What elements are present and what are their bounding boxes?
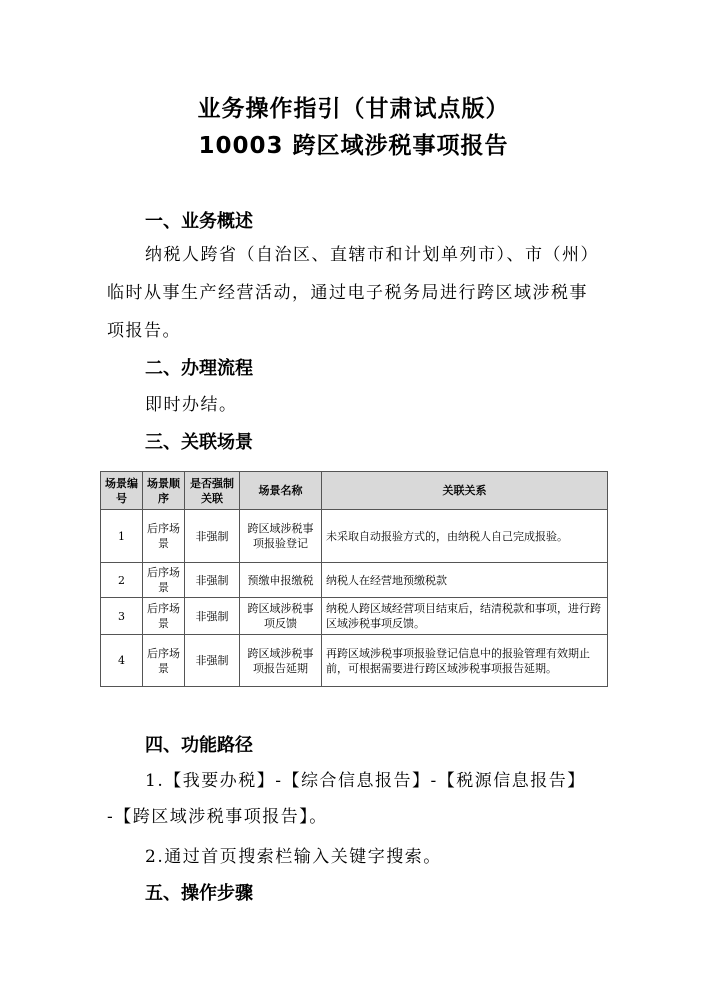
table-row bbox=[101, 563, 608, 598]
header-scene-order: 场景顺序 bbox=[143, 472, 185, 510]
cell-force: 非强制 bbox=[185, 510, 240, 563]
section-heading-path: 四、功能路径 bbox=[145, 735, 253, 756]
cell-name: 预缴申报缴税 bbox=[240, 563, 322, 598]
cell-relation: 未采取自动报验方式的，由纳税人自己完成报验。 bbox=[322, 510, 608, 563]
cell-force: 非强制 bbox=[185, 598, 240, 635]
document-title: 业务操作指引（甘肃试点版） bbox=[197, 96, 510, 122]
process-text: 即时办结。 bbox=[145, 395, 238, 415]
cell-no: 3 bbox=[101, 598, 143, 635]
section-heading-scenes: 三、关联场景 bbox=[145, 432, 253, 453]
cell-relation: 纳税人在经营地预缴税款 bbox=[322, 563, 608, 598]
cell-no: 4 bbox=[101, 635, 143, 687]
cell-order: 后序场景 bbox=[143, 635, 185, 687]
table-row bbox=[101, 510, 608, 563]
header-relation: 关联关系 bbox=[322, 472, 608, 510]
overview-text-line3: 项报告。 bbox=[107, 321, 181, 341]
section-heading-process: 二、办理流程 bbox=[145, 358, 253, 379]
cell-no: 2 bbox=[101, 563, 143, 598]
path-text-line3: 2.通过首页搜索栏输入关键字搜索。 bbox=[145, 847, 442, 867]
cell-relation: 再跨区域涉税事项报验登记信息中的报验管理有效期止前，可根据需要进行跨区域涉税事项报告延期。 bbox=[322, 635, 608, 687]
overview-text-line1: 纳税人跨省（自治区、直辖市和计划单列市）、市（州） bbox=[145, 245, 599, 265]
cell-order: 后序场景 bbox=[143, 510, 185, 563]
path-text-line1: 1.【我要办税】-【综合信息报告】-【税源信息报告】 bbox=[145, 771, 586, 791]
cell-no: 1 bbox=[101, 510, 143, 563]
path-text-line2: -【跨区域涉税事项报告】。 bbox=[107, 807, 328, 827]
cell-order: 后序场景 bbox=[143, 563, 185, 598]
related-scenes-table bbox=[100, 471, 608, 687]
header-scene-no: 场景编号 bbox=[101, 472, 143, 510]
table-row bbox=[101, 598, 608, 635]
table-row bbox=[101, 635, 608, 687]
overview-text-line2: 临时从事生产经营活动，通过电子税务局进行跨区域涉税事 bbox=[107, 283, 588, 303]
section-heading-steps: 五、操作步骤 bbox=[145, 883, 253, 904]
cell-name: 跨区域涉税事项报告延期 bbox=[240, 635, 322, 687]
header-forced: 是否强制关联 bbox=[185, 472, 240, 510]
header-scene-name: 场景名称 bbox=[240, 472, 322, 510]
cell-order: 后序场景 bbox=[143, 598, 185, 635]
cell-relation: 纳税人跨区域经营项目结束后，结清税款和事项，进行跨区域涉税事项反馈。 bbox=[322, 598, 608, 635]
cell-force: 非强制 bbox=[185, 563, 240, 598]
cell-name: 跨区域涉税事项反馈 bbox=[240, 598, 322, 635]
document-subtitle: 10003 跨区域涉税事项报告 bbox=[198, 133, 509, 159]
section-heading-overview: 一、业务概述 bbox=[145, 211, 253, 232]
cell-name: 跨区域涉税事项报验登记 bbox=[240, 510, 322, 563]
cell-force: 非强制 bbox=[185, 635, 240, 687]
table-header-row bbox=[101, 472, 608, 510]
